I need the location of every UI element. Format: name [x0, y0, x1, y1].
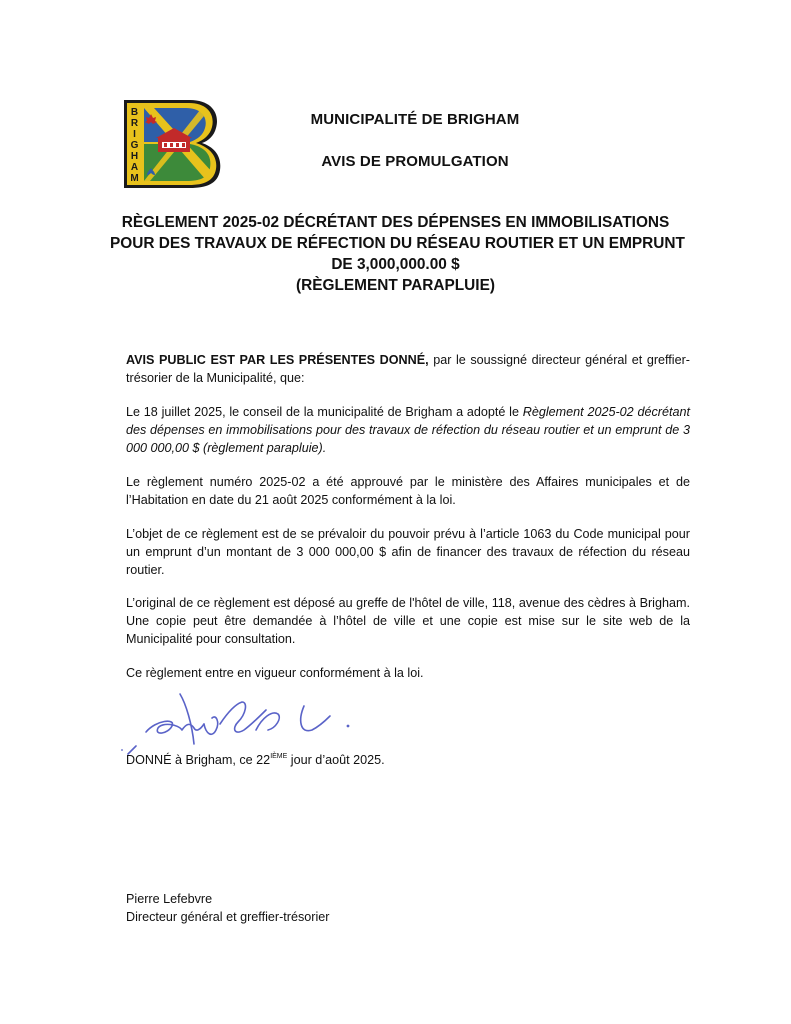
bylaw-title-italic: Règlement 2025-02 décrétant des dépenses en immobilisations pour des travaux de réfection du réseau routier et un emprunt de 3 000 000,00 $ (règlement parapluie). [126, 405, 690, 455]
signature [116, 684, 386, 756]
public-notice-intro [126, 351, 690, 387]
brigham-logo [120, 98, 226, 190]
given-at-superscript: IÈME [270, 753, 288, 760]
deposit-paragraph: L’original de ce règlement est déposé au greffe de l'hôtel de ville, 118, avenue des cèdres à Brigham. Une copie peut être demandée à l’hôtel de ville et une copie est mise sur le site web de la Municipalité pour consultation. [126, 596, 690, 646]
municipality-name: MUNICIPALITÉ DE BRIGHAM [310, 111, 520, 128]
notice-type-heading: AVIS DE PROMULGATION [321, 153, 509, 170]
logo-letter-g: G [130, 140, 139, 151]
handwritten-signature-icon [116, 684, 386, 756]
adoption-text: Le 18 juillet 2025, le conseil de la municipalité de Brigham a adopté le [126, 405, 523, 419]
given-at-prefix: DONNÉ à Brigham, ce 22 [126, 753, 271, 767]
logo-letter-m: M [130, 173, 139, 184]
effective-paragraph: Ce règlement entre en vigueur conformément à la loi. [126, 666, 424, 680]
signer-title: Directeur général et greffier-trésorier [126, 910, 330, 924]
signer-name: Pierre Lefebvre [126, 892, 213, 906]
bylaw-title-line: POUR DES TRAVAUX DE RÉFECTION DU RÉSEAU ROUTIER ET UN EMPRUNT [110, 235, 685, 252]
bylaw-title [110, 212, 685, 296]
purpose-paragraph: L’objet de ce règlement est de se prévaloir du pouvoir prévu à l’article 1063 du Code municipal pour un emprunt d’un montant de 3 000 000,00 $ afin de financer des travaux de réfection du réseau routier. [126, 527, 690, 577]
logo-letter-i: I [133, 129, 136, 140]
bylaw-title-line: DE 3,000,000.00 $ [331, 256, 460, 273]
given-at-suffix: jour d’août 2025. [287, 753, 385, 767]
logo-letter-r: R [130, 118, 139, 129]
logo-letter-h: H [130, 151, 139, 162]
approval-paragraph: Le règlement numéro 2025-02 a été approuvé par le ministère des Affaires municipales et de l’Habitation en date du 21 août 2025 conformément à la loi. [126, 475, 690, 507]
logo-letter-a: A [130, 162, 139, 173]
adoption-paragraph [126, 403, 690, 457]
given-at-line [126, 751, 385, 769]
brigham-logo-icon [120, 98, 226, 190]
public-notice-bold-lead: AVIS PUBLIC EST PAR LES PRÉSENTES DONNÉ, [126, 353, 429, 367]
logo-letter-b: B [130, 107, 139, 118]
bylaw-title-line: (RÈGLEMENT PARAPLUIE) [296, 277, 495, 294]
bylaw-title-line: RÈGLEMENT 2025-02 DÉCRÉTANT DES DÉPENSES EN IMMOBILISATIONS [121, 214, 670, 231]
public-notice-intro-rest: par le soussigné directeur général et greffier-trésorier de la Municipalité, que: [126, 353, 690, 385]
